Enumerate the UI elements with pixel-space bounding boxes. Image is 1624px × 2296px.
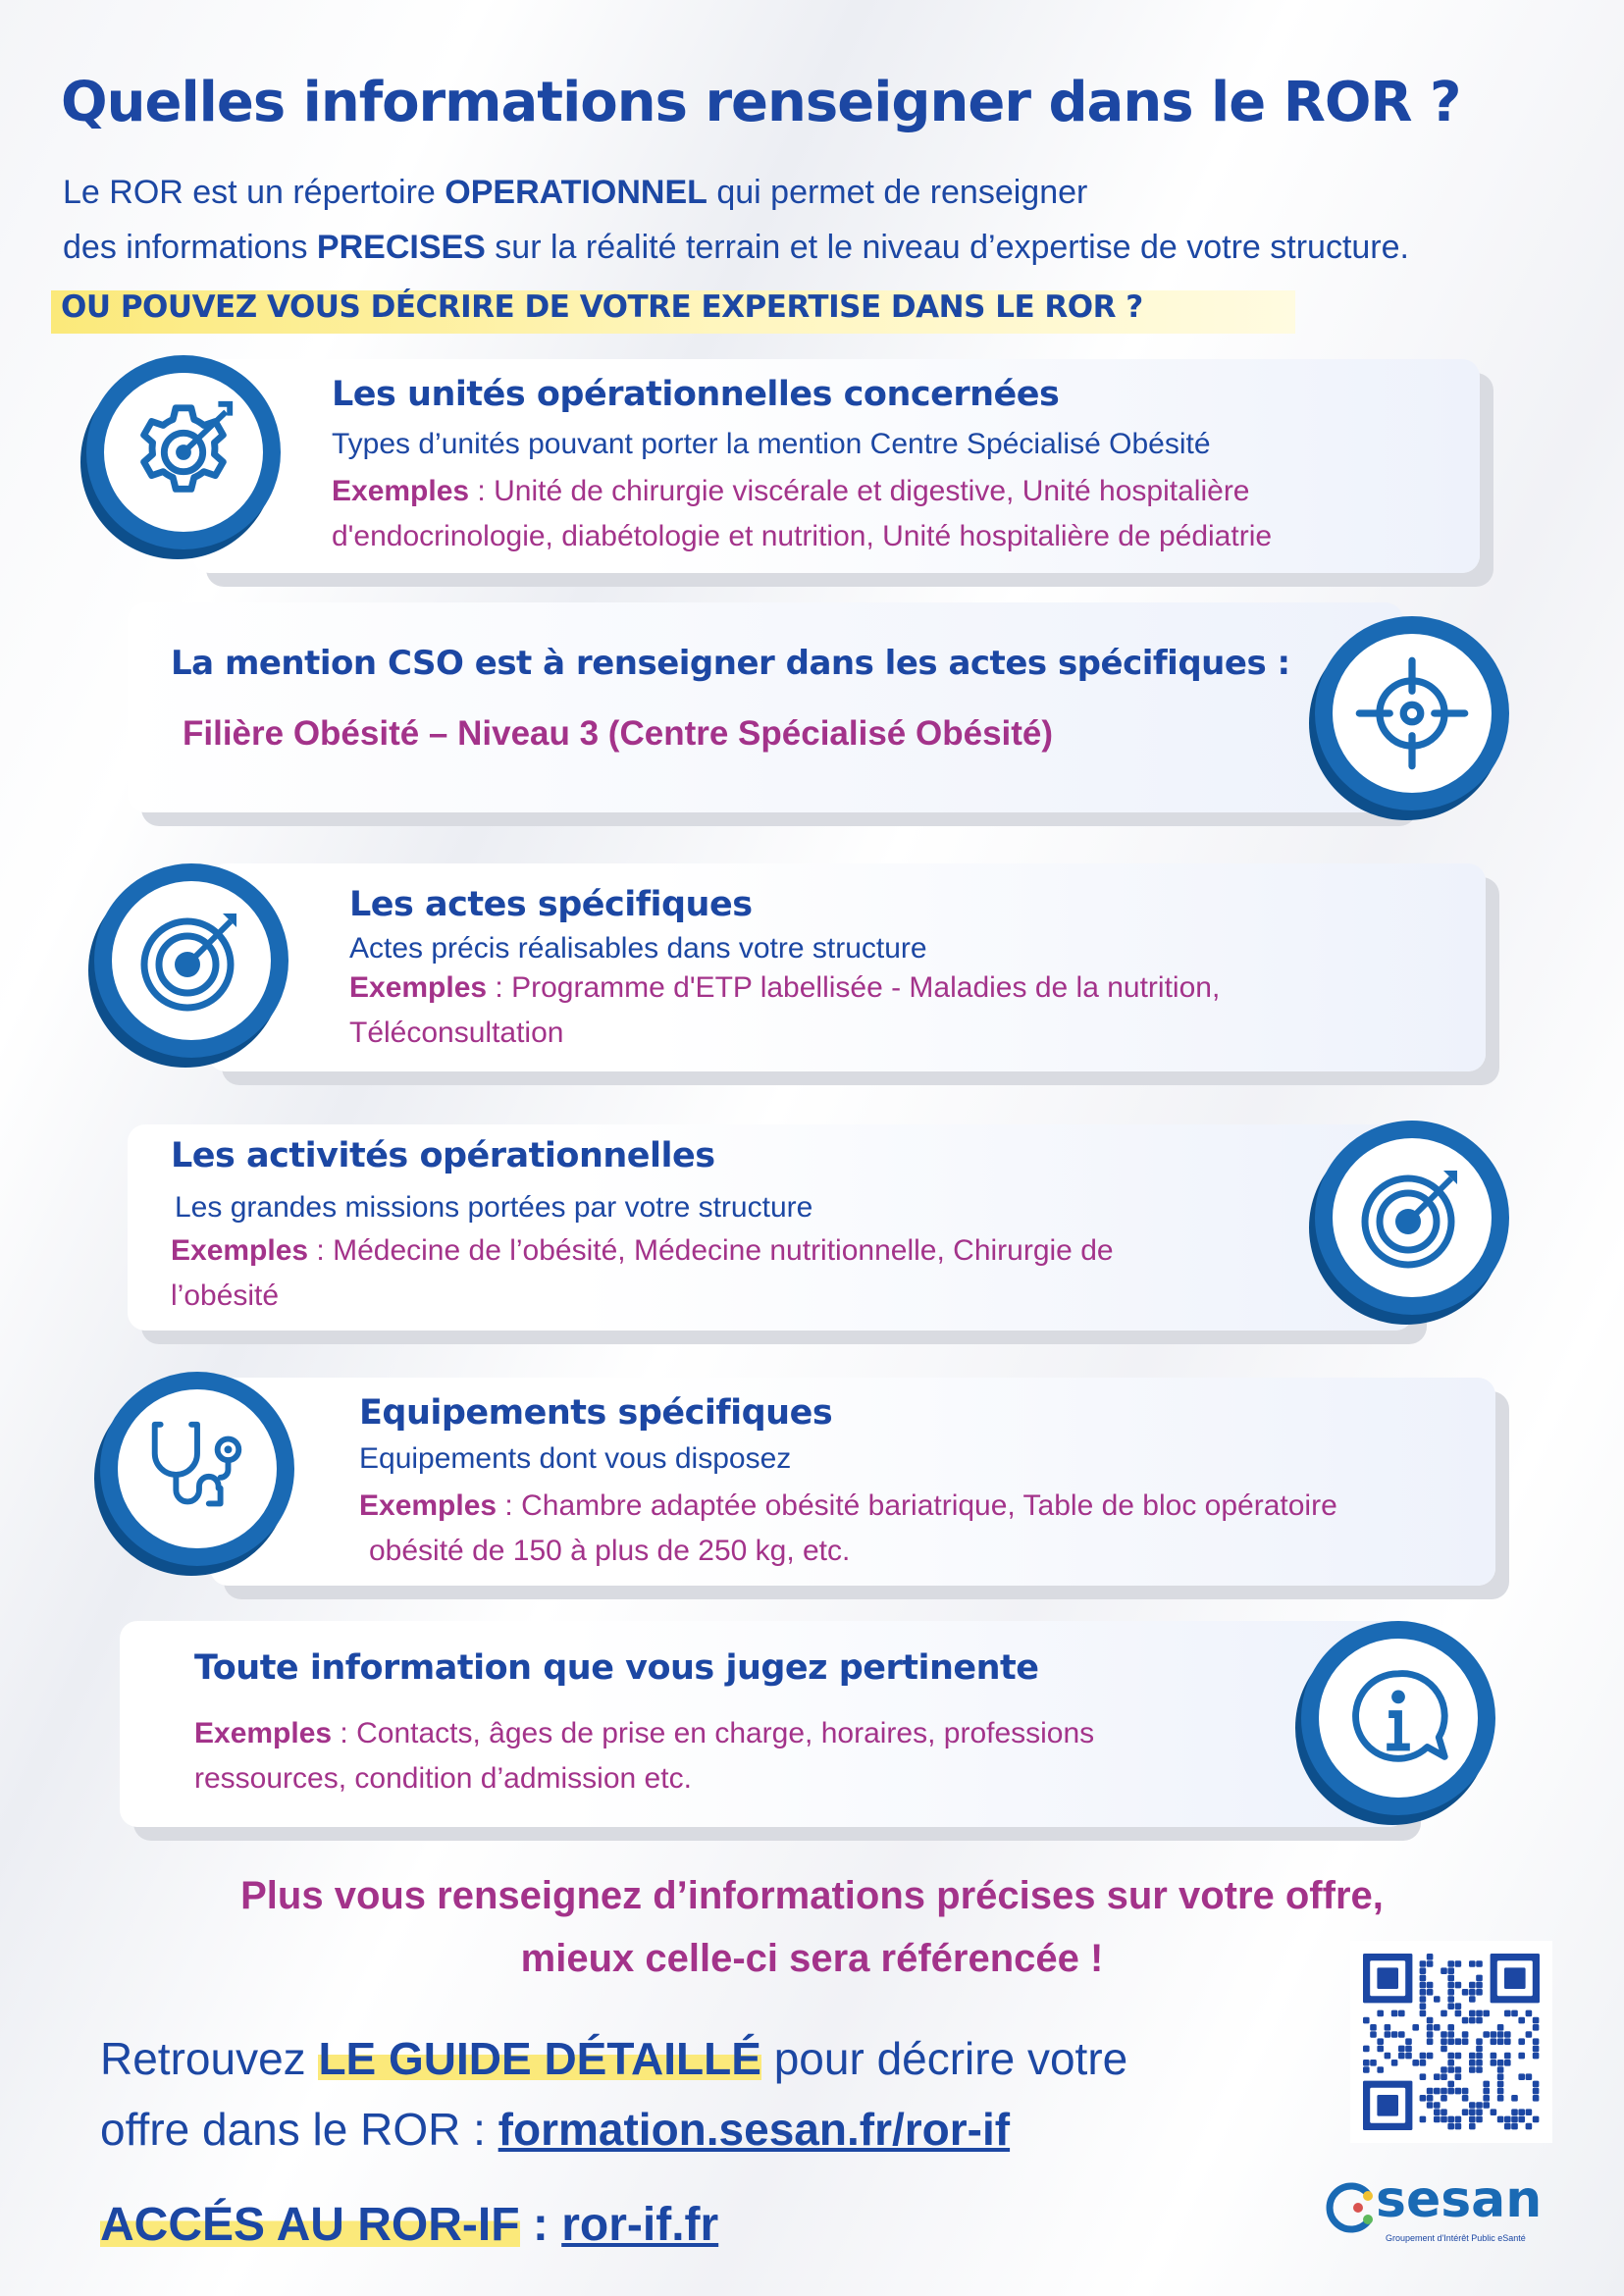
card-icon-circle xyxy=(94,863,288,1058)
card-description: Les grandes missions portées par votre structure xyxy=(175,1191,813,1224)
intro-text: qui permet de renseigner xyxy=(707,174,1088,211)
card-icon-circle xyxy=(1315,616,1509,810)
card-mention-cso xyxy=(128,602,1403,812)
card-examples xyxy=(332,469,1272,559)
access-label: ACCÉS AU ROR-IF xyxy=(100,2199,520,2251)
guide-link[interactable]: formation.sesan.fr/ror-if xyxy=(498,2104,1011,2155)
card-description: Types d’unités pouvant porter la mention Centre Spécialisé Obésité xyxy=(332,428,1211,460)
intro-text: Le ROR est un répertoire xyxy=(63,174,445,211)
cso-value: Filière Obésité – Niveau 3 (Centre Spécialisé Obésité) xyxy=(183,714,1054,753)
card-title: Toute information que vous jugez pertinente xyxy=(194,1648,1039,1688)
card-title: La mention CSO est à renseigner dans les actes spécifiques : xyxy=(171,644,1290,683)
card-icon-circle xyxy=(100,1372,294,1566)
intro-line-1 xyxy=(63,165,1409,220)
stethoscope-icon xyxy=(139,1411,255,1527)
intro-emphasis: OPERATIONNEL xyxy=(445,174,707,211)
examples-line xyxy=(349,965,1220,1011)
examples-text: : Programme d'ETP labellisée - Maladies de la nutrition, xyxy=(487,971,1221,1004)
examples-line: Téléconsultation xyxy=(349,1017,564,1049)
examples-text: : Médecine de l’obésité, Médecine nutritionnelle, Chirurgie de xyxy=(308,1234,1114,1267)
intro-text: sur la réalité terrain et le niveau d’expertise de votre structure. xyxy=(485,229,1409,266)
qr-code-image xyxy=(1350,1941,1552,2143)
intro-line-2 xyxy=(63,220,1409,275)
guide-highlight: LE GUIDE DÉTAILLÉ xyxy=(318,2033,761,2084)
card-icon-circle xyxy=(1301,1621,1495,1815)
card-examples xyxy=(171,1228,1114,1319)
info-bubble-icon xyxy=(1340,1660,1456,1776)
logo-tagline: Groupement d'Intérêt Public eSanté xyxy=(1386,2233,1526,2243)
access-line xyxy=(100,2198,718,2252)
bottom-note-line: mieux celle-ci sera référencée ! xyxy=(520,1937,1104,1980)
examples-label: Exemples xyxy=(359,1489,498,1522)
examples-label: Exemples xyxy=(171,1234,309,1267)
card-icon-circle xyxy=(1315,1121,1509,1315)
guide-text: pour décrire votre xyxy=(760,2033,1128,2084)
target-arrow-icon xyxy=(1353,1159,1471,1277)
logo-wordmark: sesan xyxy=(1376,2170,1543,2229)
examples-text: : Contacts, âges de prise en charge, horaires, professions xyxy=(332,1717,1095,1749)
qr-code xyxy=(1350,1941,1552,2143)
sesan-logo xyxy=(1325,2170,1550,2255)
examples-line: obésité de 150 à plus de 250 kg, etc. xyxy=(369,1535,851,1567)
card-title: Les activités opérationnelles xyxy=(171,1136,715,1175)
examples-line xyxy=(332,469,1272,514)
examples-line xyxy=(359,1484,1337,1529)
page-title: Quelles informations renseigner dans le ROR ? xyxy=(61,71,1461,134)
target-arrow-icon xyxy=(132,902,250,1019)
examples-label: Exemples xyxy=(194,1717,333,1749)
card-examples xyxy=(349,965,1220,1056)
card-title: Les actes spécifiques xyxy=(349,885,753,924)
card-title: Les unités opérationnelles concernées xyxy=(332,375,1060,414)
crosshair-icon xyxy=(1351,652,1473,774)
examples-text: : Chambre adaptée obésité bariatrique, Table de bloc opératoire xyxy=(497,1489,1337,1522)
bottom-note-line: Plus vous renseignez d’informations précises sur votre offre, xyxy=(240,1874,1384,1917)
examples-label: Exemples xyxy=(332,475,470,507)
guide-line-2 xyxy=(100,2094,1127,2165)
intro-emphasis: PRECISES xyxy=(316,229,486,266)
card-examples xyxy=(194,1711,1094,1801)
examples-line xyxy=(171,1228,1114,1274)
card-description: Equipements dont vous disposez xyxy=(359,1442,792,1475)
intro-paragraph xyxy=(63,165,1409,275)
guide-line-1 xyxy=(100,2023,1127,2094)
sesan-logo-mark xyxy=(1325,2180,1380,2235)
examples-line: ressources, condition d’admission etc. xyxy=(194,1762,692,1795)
card-icon-circle xyxy=(86,355,281,549)
guide-section xyxy=(100,2023,1127,2165)
guide-text: Retrouvez xyxy=(100,2033,319,2084)
examples-text: : Unité de chirurgie viscérale et digestive, Unité hospitalière xyxy=(469,475,1250,507)
guide-text: offre dans le ROR : xyxy=(100,2104,498,2155)
examples-line: l’obésité xyxy=(171,1279,280,1312)
examples-label: Exemples xyxy=(349,971,488,1004)
gear-target-icon xyxy=(126,394,241,510)
intro-text: des informations xyxy=(63,229,317,266)
card-title: Equipements spécifiques xyxy=(359,1393,833,1433)
access-separator: : xyxy=(519,2199,562,2251)
examples-line: d'endocrinologie, diabétologie et nutrition, Unité hospitalière de pédiatrie xyxy=(332,520,1273,552)
examples-line xyxy=(194,1711,1094,1756)
card-description: Actes précis réalisables dans votre structure xyxy=(349,932,927,965)
section-question: OU POUVEZ VOUS DÉCRIRE DE VOTRE EXPERTISE DANS LE ROR ? xyxy=(61,289,1143,325)
access-link[interactable]: ror-if.fr xyxy=(561,2199,719,2251)
card-examples xyxy=(359,1484,1337,1574)
